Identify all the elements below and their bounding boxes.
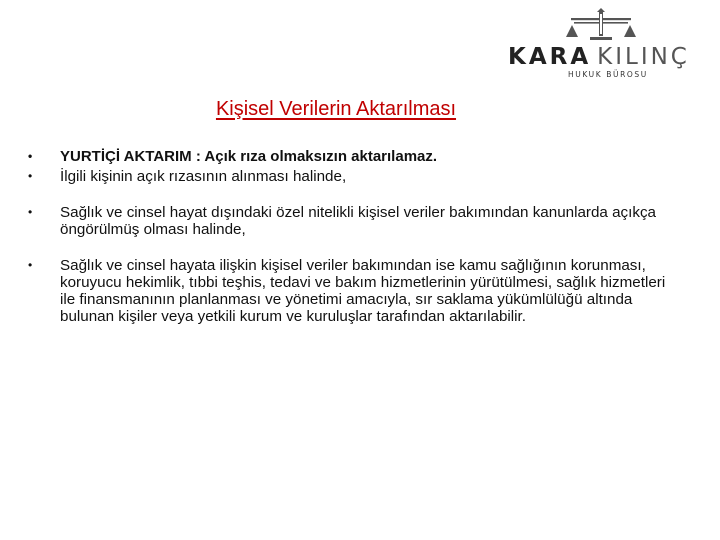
bullet-text: Sağlık ve cinsel hayat dışındaki özel nitelikli kişisel veriler bakımından kanunlarda açıkça öngörülmüş olması halinde, [60,204,656,238]
bullet-item [28,168,668,185]
bullet-list [28,148,668,325]
bullet-marker: • [28,205,33,219]
bullet-text: Sağlık ve cinsel hayata ilişkin kişisel veriler bakımından ise kamu sağlığının korunması, koruyucu hekimlik, tıbbi teşhis, tedavi ve bakım hizmetlerinin yürütülmesi, sağlık hizmetleri ile finansmanının planlanması ve yönetimi amacıyla, sır saklama yükümlülüğü altında bulunan kişiler veya yetkili kurum ve kuruluşlar tarafından aktarılabilir. [60,257,666,325]
scales-of-justice-icon [566,8,636,42]
bullet-marker: • [28,258,33,272]
bullet-marker: • [28,149,33,163]
logo-subtitle: HUKUK BÜROSU [568,70,648,79]
slide-title: Kişisel Verilerin Aktarılması [215,98,457,120]
company-logo [506,8,712,78]
bullet-text: YURTİÇİ AKTARIM : Açık rıza olmaksızın aktarılamaz. [60,148,438,165]
bullet-item [28,257,668,325]
bullet-item [28,204,668,238]
logo-wordmark [508,44,690,70]
logo-word-kilinc: KILINÇ [597,44,690,70]
bullet-text: İlgili kişinin açık rızasının alınması halinde, [60,168,347,185]
logo-word-kara: KARA [508,44,592,70]
bullet-item [28,148,668,165]
bullet-marker: • [28,169,33,183]
